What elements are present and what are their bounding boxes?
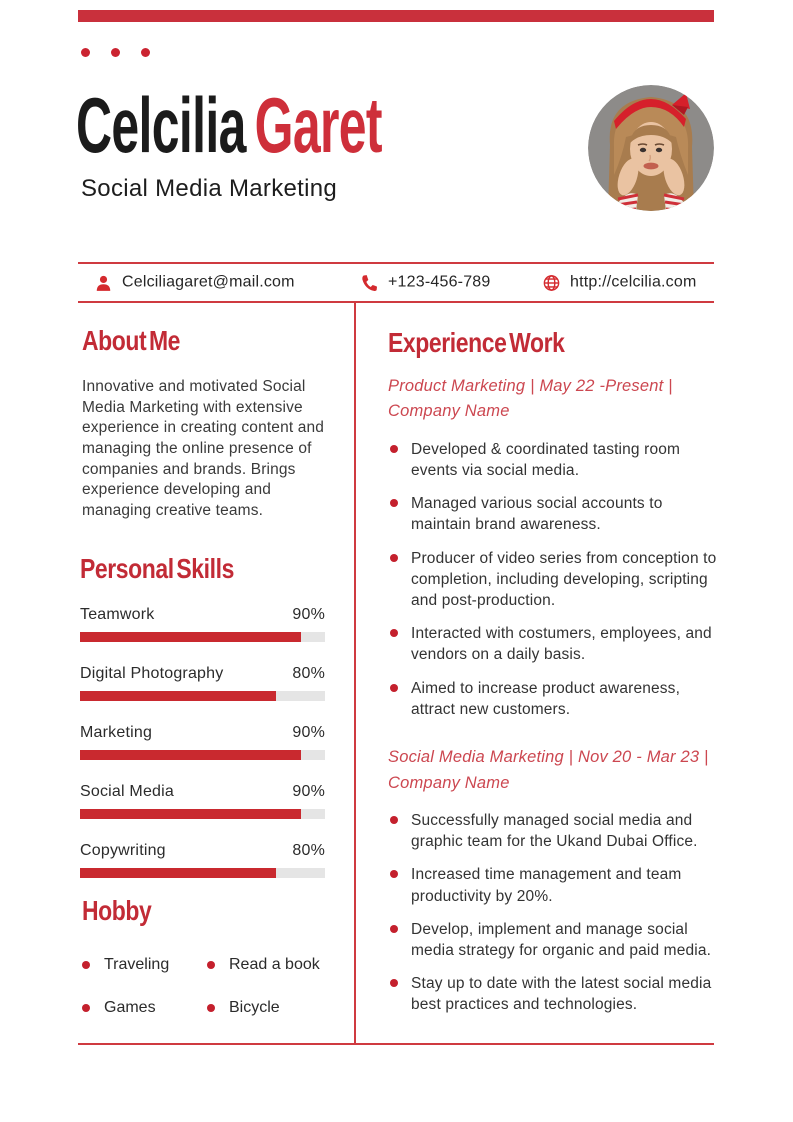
skill-bar-track	[80, 809, 325, 819]
contact-phone	[360, 273, 491, 292]
bullet-item: Producer of video series from conception to completion, including developing, scripting and post-production.	[388, 548, 718, 612]
experience-title: Experience Work	[388, 327, 565, 358]
bullet-icon	[390, 925, 398, 933]
job-bullet-list	[388, 810, 718, 1016]
bullet-icon	[390, 445, 398, 453]
bullet-item: Managed various social accounts to maintain brand awareness.	[388, 493, 718, 535]
bullet-icon	[390, 979, 398, 987]
about-section	[82, 326, 338, 522]
job-heading: Product Marketing | May 22 -Present | Company Name	[388, 376, 673, 421]
top-accent-bar	[78, 10, 714, 22]
job-heading: Social Media Marketing | Nov 20 - Mar 23 | Company Name	[388, 748, 709, 792]
phone-text: +123-456-789	[388, 273, 491, 291]
bullet-item: Aimed to increase product awareness, attract new customers.	[388, 678, 718, 720]
skill-row	[80, 724, 325, 760]
skill-label: Copywriting	[80, 841, 166, 859]
hobby-section	[82, 896, 344, 1017]
skill-bar-fill	[80, 632, 301, 642]
skill-bar-track	[80, 632, 325, 642]
contact-bar	[78, 262, 714, 303]
email-text: Celciliagaret@mail.com	[122, 273, 295, 291]
dot-icon	[141, 48, 150, 57]
bullet-icon	[82, 1004, 90, 1012]
bullet-icon	[82, 961, 90, 969]
skill-label: Marketing	[80, 723, 153, 741]
hobby-item	[207, 999, 344, 1017]
skill-label: Teamwork	[80, 605, 155, 623]
about-title: About Me	[82, 325, 181, 356]
skill-bar-track	[80, 691, 325, 701]
skill-bar-fill	[80, 691, 276, 701]
bullet-icon	[207, 961, 215, 969]
skill-percent: 80%	[292, 841, 325, 859]
skill-row	[80, 842, 325, 878]
bullet-icon	[390, 684, 398, 692]
skill-percent: 90%	[292, 782, 325, 800]
skill-bar-fill	[80, 809, 301, 819]
hobby-label: Games	[104, 998, 156, 1016]
bullet-icon	[390, 499, 398, 507]
profile-photo-illustration	[588, 85, 714, 211]
bullet-icon	[390, 554, 398, 562]
skill-row	[80, 783, 325, 819]
bullet-icon	[390, 629, 398, 637]
skill-label: Social Media	[80, 782, 175, 800]
website-text: http://celcilia.com	[570, 273, 697, 291]
bullet-item: Interacted with costumers, employees, and vendors on a daily basis.	[388, 623, 718, 665]
bullet-item: Increased time management and team productivity by 20%.	[388, 864, 718, 906]
skill-percent: 80%	[292, 664, 325, 682]
skill-row	[80, 665, 325, 701]
decorative-dots	[81, 48, 150, 57]
bullet-item: Stay up to date with the latest social media best practices and technologies.	[388, 973, 718, 1015]
bullet-item: Develop, implement and manage social media strategy for organic and paid media.	[388, 919, 718, 961]
dot-icon	[111, 48, 120, 57]
contact-website	[542, 273, 697, 292]
bullet-icon	[390, 870, 398, 878]
job-title: Social Media Marketing	[81, 175, 338, 202]
person-icon	[94, 273, 113, 292]
last-name: Garet	[254, 81, 382, 169]
skills-title: Personal Skills	[80, 553, 234, 584]
contact-email	[94, 273, 295, 292]
bottom-border	[78, 1043, 714, 1045]
bullet-icon	[390, 816, 398, 824]
bullet-item: Successfully managed social media and graphic team for the Ukand Dubai Office.	[388, 810, 718, 852]
bullet-icon	[207, 1004, 215, 1012]
hobby-item	[82, 956, 207, 974]
dot-icon	[81, 48, 90, 57]
hobby-label: Traveling	[104, 955, 170, 973]
phone-icon	[360, 273, 379, 292]
skill-percent: 90%	[292, 605, 325, 623]
experience-section	[388, 328, 718, 1028]
skill-bar-track	[80, 750, 325, 760]
hobby-label: Read a book	[229, 955, 320, 973]
hobby-item	[207, 956, 344, 974]
skill-bar-fill	[80, 868, 276, 878]
hobby-item	[82, 999, 207, 1017]
first-name: Celcilia	[76, 81, 246, 169]
avatar	[588, 85, 714, 211]
skill-bar-fill	[80, 750, 301, 760]
about-body: Innovative and motivated Social Media Marketing with extensive experience in creating content and managing the online presence of companies and brands. Brings experience developing and managing creative teams.	[82, 377, 325, 520]
column-divider	[354, 301, 356, 1043]
globe-icon	[542, 273, 561, 292]
job-bullet-list	[388, 439, 718, 720]
hobby-label: Bicycle	[229, 998, 280, 1016]
skill-bar-track	[80, 868, 325, 878]
hobby-title: Hobby	[82, 895, 152, 926]
skill-row	[80, 606, 325, 642]
skill-label: Digital Photography	[80, 664, 224, 682]
skills-section	[80, 554, 325, 878]
skill-percent: 90%	[292, 723, 325, 741]
bullet-item: Developed & coordinated tasting room events via social media.	[388, 439, 718, 481]
page-title	[76, 81, 554, 169]
